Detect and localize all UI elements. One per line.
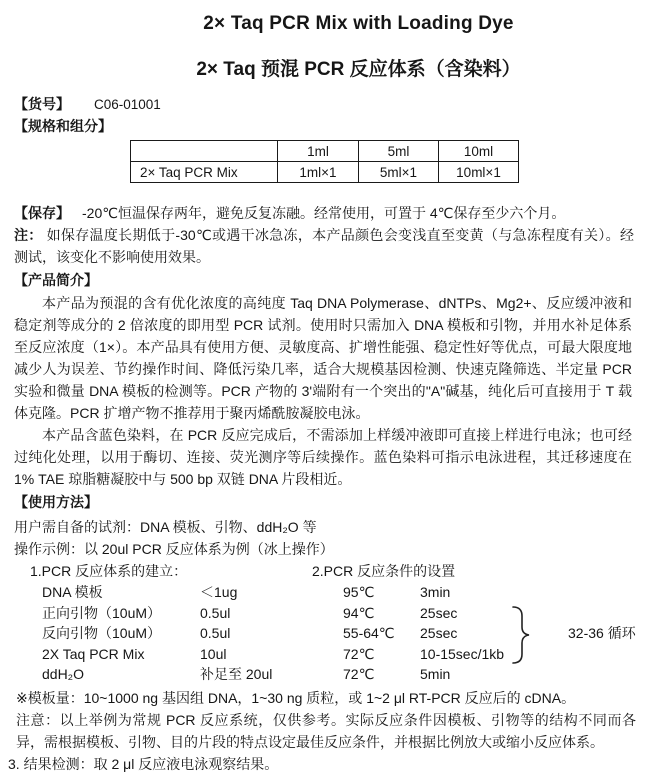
storage-text: -20℃恒温保存两年，避免反复冻融。经常使用，可置于 4℃保存至少六个月。 bbox=[82, 205, 566, 221]
cond-temp: 72℃ bbox=[343, 645, 375, 662]
cycle-brace-icon bbox=[510, 605, 532, 668]
setup-label: ddH₂O bbox=[42, 666, 85, 683]
cond-time: 25sec bbox=[420, 625, 458, 642]
catalog-number-row bbox=[14, 95, 653, 114]
cond-row-denature-initial bbox=[343, 582, 652, 603]
spec-cell-1ml: 1ml×1 bbox=[278, 162, 359, 183]
spec-section-header: 【规格和组分】 bbox=[14, 118, 112, 134]
reaction-setup-column bbox=[30, 561, 272, 685]
storage-section-header: 【保存】 bbox=[14, 205, 70, 221]
setup-label: 反向引物（10uM） bbox=[42, 625, 162, 642]
setup-row-taq-mix bbox=[42, 644, 272, 665]
setup-value: 10ul bbox=[200, 645, 227, 662]
storage-note-text: 如保存温度长期低于-30℃或遇干冰急冻，本产品颜色会变浅直至变黄（与急冻程度有关）。经测试，该变化不影响使用效果。 bbox=[14, 227, 634, 265]
spec-col-empty bbox=[131, 141, 278, 162]
reaction-conditions-column bbox=[312, 561, 652, 685]
setup-label: 2X Taq PCR Mix bbox=[42, 645, 145, 662]
setup-row-ddh2o bbox=[42, 664, 272, 685]
setup-row-reverse-primer bbox=[42, 623, 272, 644]
setup-value: 补足至 20ul bbox=[200, 666, 273, 683]
usage-example-line: 操作示例：以 20ul PCR 反应体系为例（冰上操作） bbox=[14, 541, 334, 557]
setup-row-dna-template bbox=[42, 582, 272, 603]
setup-value: ＜1ug bbox=[200, 584, 238, 600]
intro-section-header: 【产品简介】 bbox=[14, 272, 98, 288]
product-title-chinese: 2× Taq 预混 PCR 反应体系（含染料） bbox=[196, 59, 521, 80]
cond-temp: 94℃ bbox=[343, 604, 375, 621]
catalog-value: C06-01001 bbox=[94, 97, 161, 112]
usage-reagents-line: 用户需自备的试剂：DNA 模板、引物、ddH₂O 等 bbox=[14, 519, 317, 535]
cond-time: 3min bbox=[420, 584, 451, 600]
spec-table-data-row bbox=[131, 162, 519, 183]
intro-paragraph-1: 本产品为预混的含有优化浓度的高纯度 Taq DNA Polymerase、dNTPs、Mg2+、反应缓冲液和稳定剂等成分的 2 倍浓度的即用型 PCR 试剂。使用时只需加入 DNA 模板和引物，并用水补足体系至反应浓度（1×）。本产品具有使用方便、灵敏度高、扩增性能强、稳定性好等优点，可最大限度地减少人为误差、节约操作时间、降低污染几率，适合大规模基因检测、快速克隆筛选、半定量 PCR 实验和微量 DNA 模板的检测等。PCR 产物的 3'端附有一个突出的"A"碱基，纯化后可直接用于 T 载体克隆。PCR 扩增产物不推荐用于聚丙烯酰胺凝胶电泳。 bbox=[14, 295, 632, 421]
cycle-count-label: 32-36 循环 bbox=[568, 625, 636, 641]
cond-temp: 95℃ bbox=[343, 584, 375, 600]
setup-row-forward-primer bbox=[42, 603, 272, 624]
template-amount-note: ※模板量：10~1000 ng 基因组 DNA，1~30 ng 质粒，或 1~2 μl RT-PCR 反应后的 cDNA。 bbox=[16, 690, 576, 706]
spec-product-name-cell: 2× Taq PCR Mix bbox=[131, 162, 278, 183]
cond-temp: 72℃ bbox=[343, 666, 375, 683]
storage-row bbox=[14, 202, 633, 224]
spec-col-1ml: 1ml bbox=[278, 141, 359, 162]
setup-value: 0.5ul bbox=[200, 625, 231, 642]
setup-value: 0.5ul bbox=[200, 604, 231, 621]
product-title-english: 2× Taq PCR Mix with Loading Dye bbox=[203, 13, 514, 34]
setup-label: 正向引物（10uM） bbox=[42, 604, 162, 621]
caution-note bbox=[16, 709, 636, 753]
cond-temp: 55-64℃ bbox=[343, 625, 395, 642]
cond-row-extend bbox=[343, 644, 652, 665]
document-page bbox=[0, 13, 653, 772]
protocol-section bbox=[0, 561, 653, 685]
cond-row-final-extend bbox=[343, 664, 652, 685]
usage-section-header: 【使用方法】 bbox=[14, 494, 98, 510]
result-detection-line: 3. 结果检测：取 2 μl 反应液电泳观察结果。 bbox=[8, 756, 279, 772]
spec-col-5ml: 5ml bbox=[359, 141, 439, 162]
cond-row-denature bbox=[343, 603, 652, 624]
caution-label: 注意： bbox=[16, 712, 60, 728]
setup-label: DNA 模板 bbox=[42, 584, 103, 600]
spec-col-10ml: 10ml bbox=[439, 141, 519, 162]
storage-note-label: 注： bbox=[14, 227, 43, 243]
spec-cell-5ml: 5ml×1 bbox=[359, 162, 439, 183]
cond-time: 5min bbox=[420, 666, 451, 683]
caution-text: 以上举例为常规 PCR 反应系统，仅供参考。实际反应条件因模板、引物等的结构不同而各异，需根据模板、引物、目的片段的特点设定最佳反应条件，并根据比例放大或缩小反应体系。 bbox=[16, 712, 637, 750]
storage-note bbox=[14, 224, 634, 268]
cond-time: 10-15sec/1kb bbox=[420, 645, 505, 662]
cond-time: 25sec bbox=[420, 604, 458, 621]
reaction-conditions-title: 2.PCR 反应条件的设置 bbox=[312, 563, 456, 579]
spec-table bbox=[130, 140, 519, 183]
intro-paragraph-2: 本产品含蓝色染料，在 PCR 反应完成后，不需添加上样缓冲液即可直接上样进行电泳；也可经过纯化处理，以用于酶切、连接、荧光测序等后续操作。蓝色染料可指示电泳进程，其迁移速度在 1% TAE 琼脂糖凝胶中与 500 bp 双链 DNA 片段相近。 bbox=[14, 427, 632, 487]
reaction-setup-title: 1.PCR 反应体系的建立： bbox=[30, 563, 188, 579]
spec-table-header-row bbox=[131, 141, 519, 162]
catalog-label: 【货号】 bbox=[14, 96, 70, 112]
spec-cell-10ml: 10ml×1 bbox=[439, 162, 519, 183]
